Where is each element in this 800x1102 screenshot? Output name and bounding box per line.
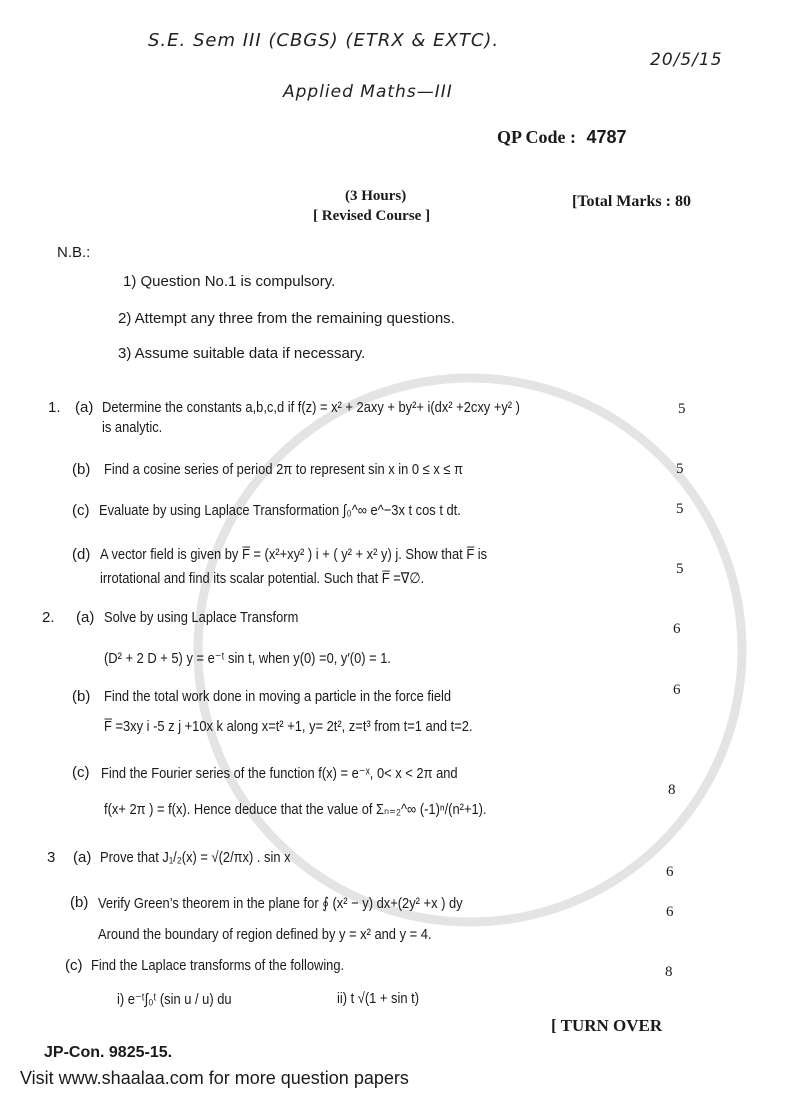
total-marks: [Total Marks : 80: [572, 193, 691, 210]
question-number: 2.: [42, 609, 55, 626]
turn-over: [ TURN OVER: [551, 1016, 663, 1035]
note-item: 2) Attempt any three from the remaining questions.: [118, 310, 455, 327]
part-label: (b): [72, 688, 91, 705]
part-label: (d): [72, 546, 91, 563]
marks: 6: [673, 621, 681, 637]
question-text: Find the total work done in moving a particle in the force field: [104, 688, 452, 705]
part-label: (c): [72, 502, 90, 519]
question-text: Find the Laplace transforms of the following.: [91, 957, 345, 974]
course-type: [ Revised Course ]: [313, 208, 431, 224]
paper-code: JP-Con. 9825-15.: [44, 1044, 173, 1061]
question-text: Around the boundary of region defined by y = x² and y = 4.: [98, 926, 432, 943]
marks: 8: [668, 782, 676, 798]
question-text: Prove that J₁/₂(x) = √(2/πx) . sin x: [100, 849, 291, 866]
part-label: (a): [73, 849, 92, 866]
marks: 6: [666, 904, 674, 920]
question-text: A vector field is given by F̅ = (x²+xy² ) i + ( y² + x² y) j. Show that F̅ is: [100, 546, 488, 563]
question-text: Evaluate by using Laplace Transformation ∫₀^∞ e^−3x t cos t dt.: [99, 502, 461, 519]
question-text: Determine the constants a,b,c,d if f(z) = x² + 2axy + by²+ i(dx² +2cxy +y² ): [102, 399, 520, 416]
marks: 5: [676, 501, 684, 517]
question-number: 1.: [48, 399, 61, 416]
visit-link[interactable]: Visit www.shaalaa.com for more question papers: [20, 1068, 409, 1088]
part-label: (c): [65, 957, 83, 974]
question-text: is analytic.: [102, 419, 163, 436]
question-subpart: i) e⁻ᵗ∫₀ᵗ (sin u / u) du: [117, 991, 232, 1008]
marks: 6: [673, 682, 681, 698]
part-label: (c): [72, 764, 90, 781]
marks: 5: [676, 461, 684, 477]
marks: 5: [678, 401, 686, 417]
question-text: F̅ =3xy i -5 z j +10x k along x=t² +1, y= 2t², z=t³ from t=1 and t=2.: [104, 718, 473, 735]
duration: (3 Hours): [345, 188, 407, 204]
qp-code: [497, 127, 627, 148]
marks: 8: [665, 964, 673, 980]
handwritten-subject: Applied Maths—III: [283, 82, 453, 102]
handwritten-course-line: S.E. Sem III (CBGS) (ETRX & EXTC).: [148, 30, 500, 51]
question-text: Find the Fourier series of the function f(x) = e⁻ˣ, 0< x < 2π and: [101, 765, 458, 782]
question-number: 3: [47, 849, 56, 866]
qp-code-label: QP Code :: [497, 127, 576, 147]
marks: 6: [666, 864, 674, 880]
part-label: (a): [76, 609, 95, 626]
question-text: f(x+ 2π ) = f(x). Hence deduce that the value of Σₙ₌₂^∞ (-1)ⁿ/(n²+1).: [104, 801, 487, 818]
part-label: (b): [72, 461, 91, 478]
marks: 5: [676, 561, 684, 577]
part-label: (b): [70, 894, 89, 911]
note-item: 1) Question No.1 is compulsory.: [123, 273, 336, 290]
part-label: (a): [75, 399, 94, 416]
qp-code-value: 4787: [586, 127, 627, 147]
question-text: irrotational and find its scalar potential. Such that F̅ =∇∅.: [100, 570, 425, 587]
question-text: (D² + 2 D + 5) y = e⁻ᵗ sin t, when y(0) =0, y′(0) = 1.: [104, 650, 392, 667]
question-text: Solve by using Laplace Transform: [104, 609, 299, 626]
note-item: 3) Assume suitable data if necessary.: [118, 345, 366, 362]
nb-label: N.B.:: [57, 244, 91, 261]
question-text: Verify Green’s theorem in the plane for ∮ (x² − y) dx+(2y² +x ) dy: [98, 895, 463, 912]
handwritten-date: 20/5/15: [650, 50, 723, 70]
question-subpart: ii) t √(1 + sin t): [337, 990, 419, 1007]
question-text: Find a cosine series of period 2π to represent sin x in 0 ≤ x ≤ π: [104, 461, 463, 478]
